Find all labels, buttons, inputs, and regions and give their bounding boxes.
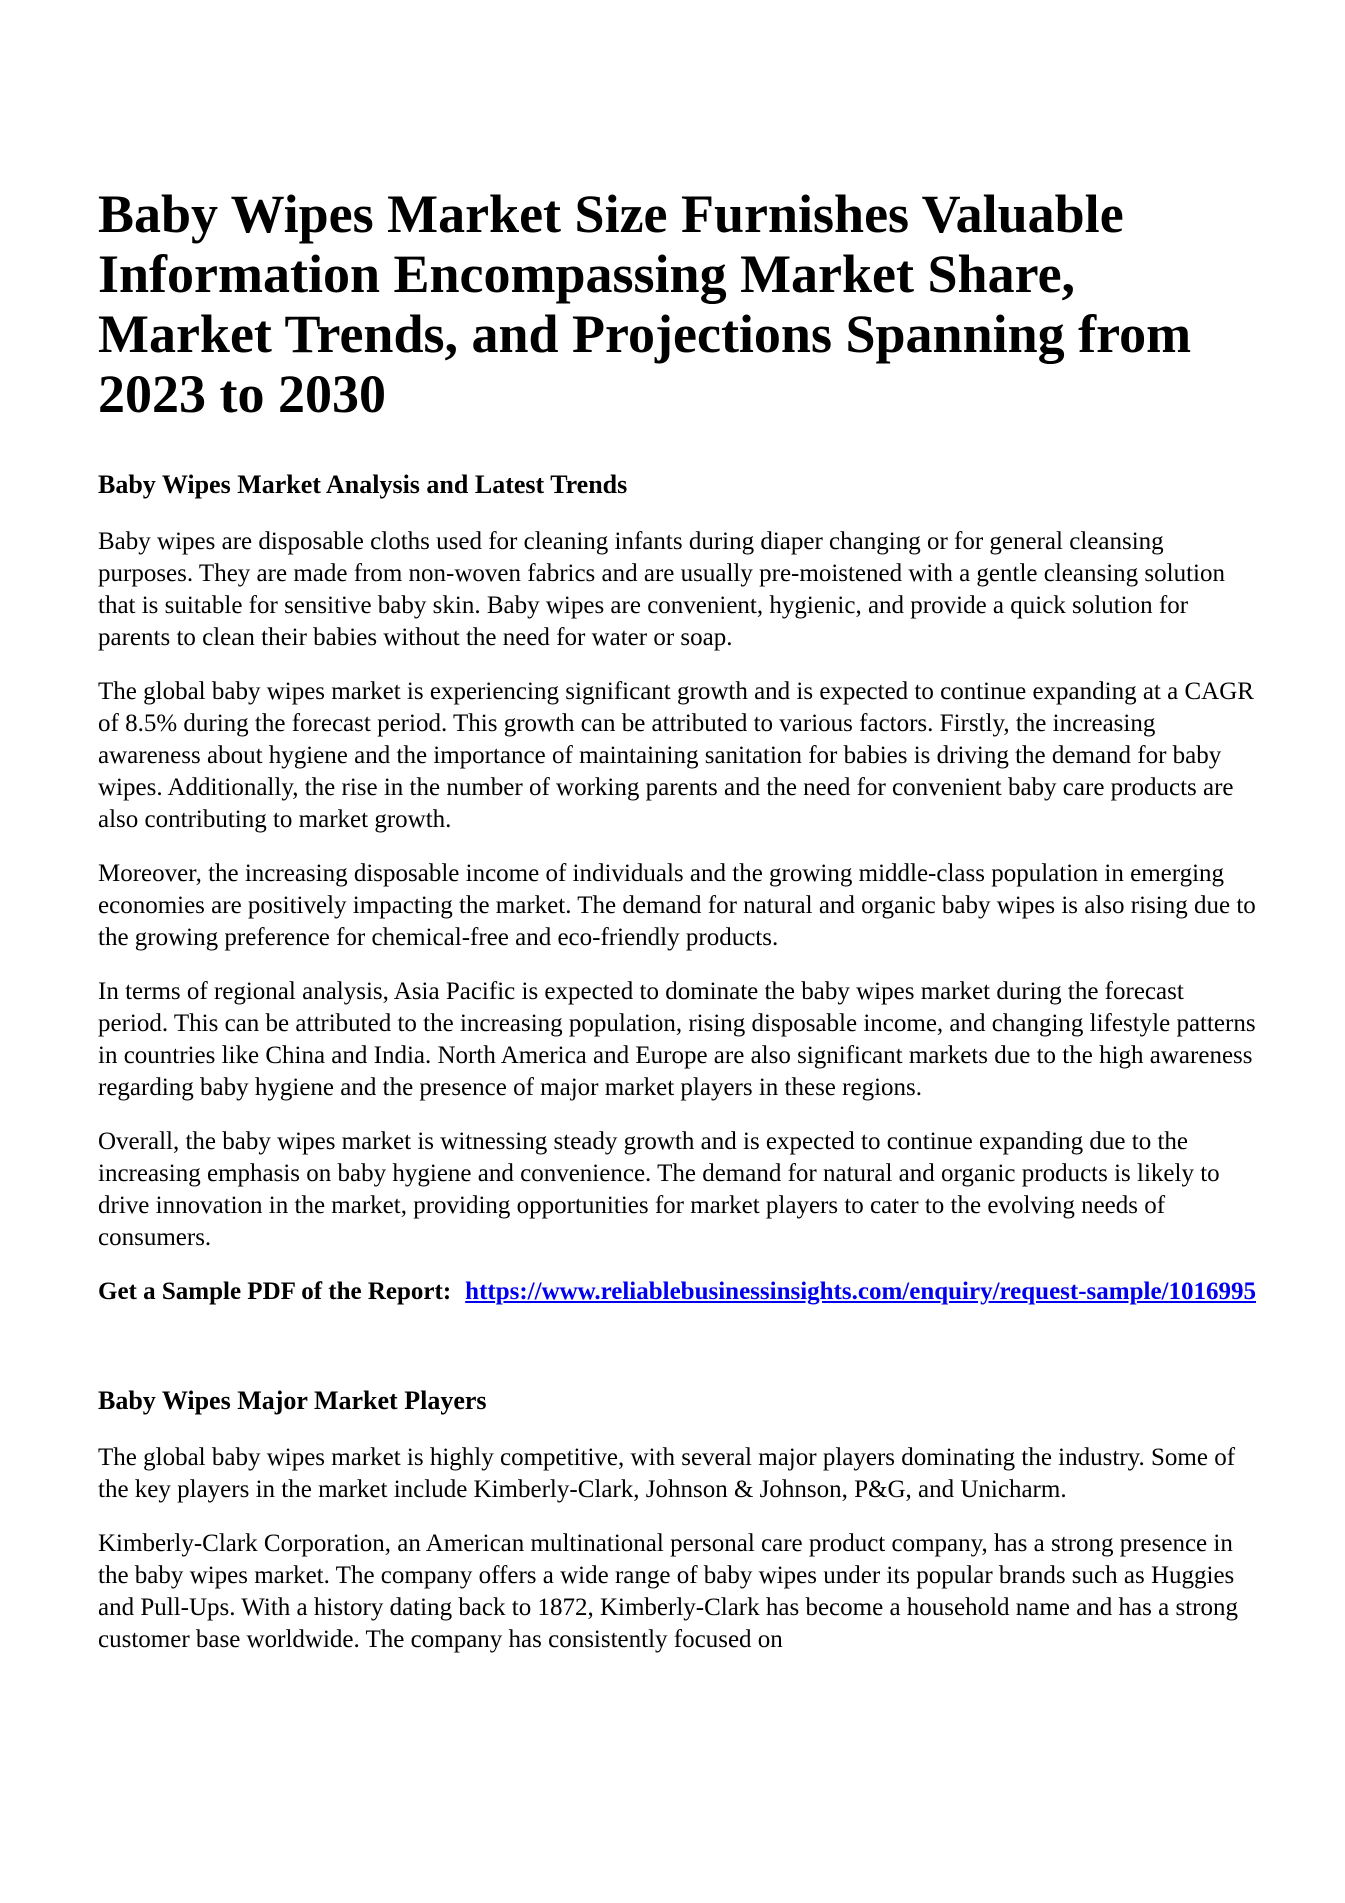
- section-heading-analysis: Baby Wipes Market Analysis and Latest Trends: [98, 470, 628, 499]
- paragraph-overall: Overall, the baby wipes market is witnessing steady growth and is expected to continue expanding due to the increasing emphasis on baby hygiene and convenience. The demand for natural and organic products is likely to drive innovation in the market, providing opportunities for market players to cater to the evolving needs of consumers.: [98, 1128, 1220, 1251]
- article-title: Baby Wipes Market Size Furnishes Valuable Information Encompassing Market Share, Market Trends, and Projections Spanning from 2023 to 2030: [98, 184, 1192, 424]
- sample-pdf-link[interactable]: https://www.reliablebusinessinsights.com/enquiry/request-sample/1016995: [465, 1278, 1256, 1305]
- paragraph-competition: The global baby wipes market is highly competitive, with several major players dominating the industry. Some of the key players in the market include Kimberly-Clark, Johnson & Johnson, P&G, and Unicharm.: [98, 1444, 1236, 1503]
- section-heading-players: Baby Wipes Major Market Players: [98, 1386, 487, 1415]
- sample-report-line: [98, 1276, 1258, 1308]
- paragraph-kimberly-clark: Kimberly-Clark Corporation, an American multinational personal care product company, has a strong presence in the baby wipes market. The company offers a wide range of baby wipes under its popular brands such as Huggies and Pull-Ups. With a history dating back to 1872, Kimberly-Clark has become a household name and has a strong customer base worldwide. The company has consistently focused on: [98, 1530, 1238, 1653]
- paragraph-regional: In terms of regional analysis, Asia Pacific is expected to dominate the baby wipes market during the forecast period. This can be attributed to the increasing population, rising disposable income, and changing lifestyle patterns in countries like China and India. North America and Europe are also significant markets due to the high awareness regarding baby hygiene and the presence of major market players in these regions.: [98, 978, 1256, 1101]
- paragraph-growth: The global baby wipes market is experiencing significant growth and is expected to continue expanding at a CAGR of 8.5% during the forecast period. This growth can be attributed to various factors. Firstly, the increasing awareness about hygiene and the importance of maintaining sanitation for babies is driving the demand for baby wipes. Additionally, the rise in the number of working parents and the need for convenient baby care products are also contributing to market growth.: [98, 678, 1254, 833]
- paragraph-income: Moreover, the increasing disposable income of individuals and the growing middle-class population in emerging economies are positively impacting the market. The demand for natural and organic baby wipes is also rising due to the growing preference for chemical-free and eco-friendly products.: [98, 860, 1256, 951]
- sample-pdf-label: Get a Sample PDF of the Report:: [98, 1278, 452, 1305]
- paragraph-intro: Baby wipes are disposable cloths used for cleaning infants during diaper changing or for general cleansing purposes. They are made from non-woven fabrics and are usually pre-moistened with a gentle cleansing solution that is suitable for sensitive baby skin. Baby wipes are convenient, hygienic, and provide a quick solution for parents to clean their babies without the need for water or soap.: [98, 528, 1225, 651]
